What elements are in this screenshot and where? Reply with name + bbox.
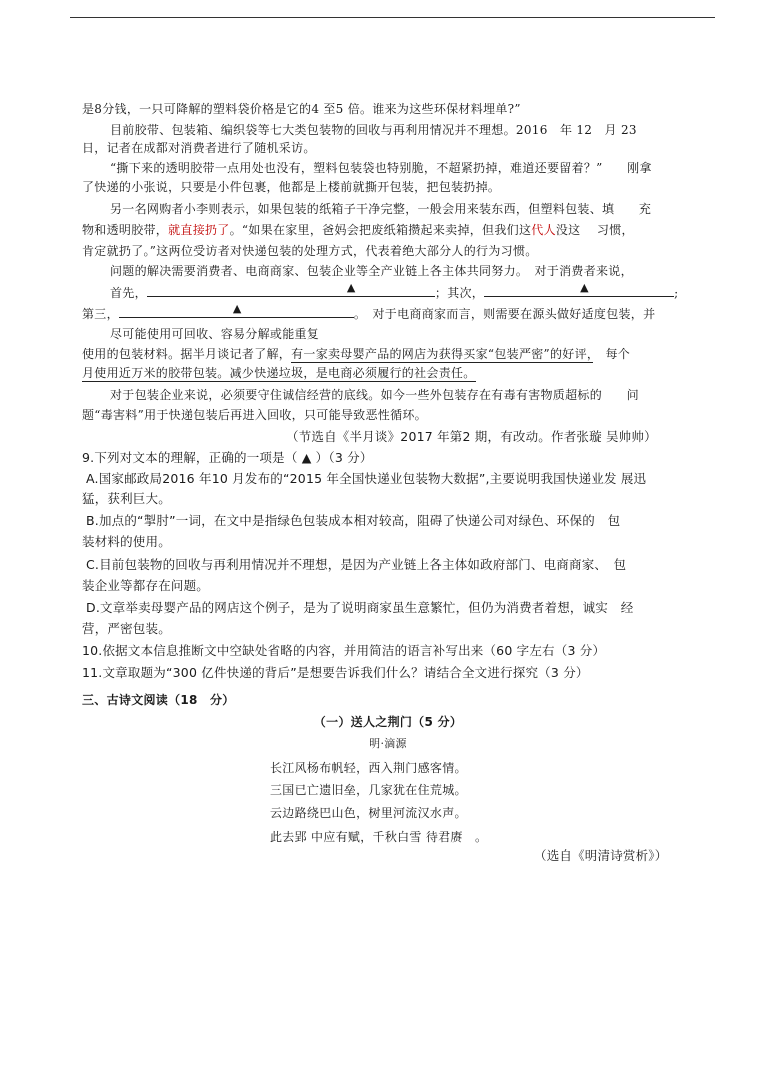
option-a: 猛，获利巨大。: [82, 491, 171, 506]
paragraph-line: “撕下来的透明胶带一点用处也没有，塑料包装袋也特别脆，不超紧扔掉，难道还要留着？” 刚拿: [110, 161, 652, 175]
poem-line: 此去郢 中应有赋，千秋白雪 待君赓 。: [270, 830, 488, 844]
header-rule: [70, 17, 715, 18]
triangle-icon: ▲: [580, 281, 589, 294]
answer-blank[interactable]: [147, 281, 435, 297]
paragraph-line: 了快递的小张说，只要是小件包裹，他都是上楼前就撕开包装，把包装扔掉。: [82, 180, 501, 194]
fill-blank-line: [110, 281, 679, 301]
answer-blank[interactable]: [484, 281, 674, 297]
text-span: 使用的包装材料。据半月谈记者了解，: [82, 347, 292, 361]
paragraph-line: [82, 346, 630, 362]
question-9: 9.下列对文本的理解，正确的一项是（ ▲ ）（3 分）: [82, 450, 373, 465]
option-c: C.目前包装物的回收与再利用情况并不理想，是因为产业链上各主体如政府部门、电商商家、 包: [86, 557, 627, 572]
poem-line: 三国已亡遗旧垒，几家犹在住荒城。: [270, 783, 467, 797]
paragraph-line: 肯定就扔了。”这两位受访者对快递包装的处理方式，代表着绝大部分人的行为习惯。: [82, 244, 538, 258]
section-heading: 三、古诗文阅读（18 分）: [82, 693, 235, 707]
text-span: 第三，: [82, 307, 119, 321]
question-10: 10.依据文本信息推断文中空缺处省略的内容，并用简洁的语言补写出来（60 字左右（3 分）: [82, 643, 606, 658]
paragraph-line: 对于包装企业来说，必须要守住诚信经营的底线。如今一些外包装存在有毒有害物质超标的 问: [110, 388, 639, 402]
highlighted-text: 就直接扔了: [168, 223, 230, 237]
paragraph-line: [82, 365, 476, 381]
option-b: B.加点的“掣肘”一词，在文中是指绿色包装成本相对较高，阻碍了快递公司对绿色、环保的 包: [86, 513, 621, 528]
fill-blank-line: [82, 302, 656, 322]
option-c: 装企业等都存在问题。: [82, 578, 210, 593]
question-11: 11.文章取题为“300 亿件快递的背后”是想要告诉我们什么？请结合全文进行探究（3 分）: [82, 665, 589, 680]
option-a: A.国家邮政局2016 年10 月发布的“2015 年全国快递业包装物大数据”,主要说明我国快递业发 展迅: [86, 471, 647, 486]
text-span: ;: [674, 286, 679, 300]
answer-blank[interactable]: [119, 302, 354, 318]
text-span: 首先，: [110, 286, 147, 300]
triangle-icon: ▲: [232, 302, 242, 315]
paragraph-line: 题“毒害料”用于快递包装后再进入回收，只可能导致恶性循环。: [82, 408, 427, 422]
triangle-icon: ▲: [346, 281, 356, 294]
paragraph-line: [82, 222, 634, 238]
option-b: 装材料的使用。: [82, 534, 171, 549]
text-span: ；其次，: [434, 286, 485, 300]
text-span: 。“如果在家里，爸妈会把废纸箱攒起来卖掉，但我们这: [229, 223, 532, 237]
underlined-text: 有一家卖母婴产品的网店为获得买家“包装严密”的好评，: [291, 347, 594, 361]
paragraph-line: 另一名网购者小李则表示，如果包装的纸箱子干净完整，一般会用来装东西，但塑料包装、填 充: [110, 202, 652, 216]
text-span: 每个: [593, 347, 631, 361]
option-d: 营，严密包装。: [82, 621, 171, 636]
poem-line: 云边路绕巴山色，树里河流汉水声。: [270, 806, 467, 820]
text-span: 。 对于电商商家而言，则需要在源头做好适度包装，并: [353, 307, 656, 321]
poem-source: （选自《明清诗赏析》）: [534, 848, 668, 863]
poem-line: 长江风杨布帆轻，西入荆门感客情。: [270, 761, 467, 775]
paragraph-line: 日，记者在成都对消费者进行了随机采访。: [82, 141, 316, 155]
paragraph-line: 目前胶带、包装箱、编织袋等七大类包装物的回收与再利用情况并不理想。2016 年 12 月 23: [110, 123, 637, 137]
text-span: 没这 习惯，: [555, 223, 634, 237]
article-source: （节选自《半月谈》2017 年第2 期，有改动。作者张璇 吴帅帅）: [286, 429, 657, 444]
paragraph-line: 问题的解决需要消费者、电商商家、包装企业等全产业链上各主体共同努力。 对于消费者来说，: [110, 264, 633, 278]
paragraph-line: 是8分钱，一只可降解的塑料袋价格是它的4 至5 倍。谁来为这些环保材料埋单?”: [82, 102, 521, 116]
option-d: D.文章举卖母婴产品的网店这个例子，是为了说明商家虽生意繁忙，但仍为消费者着想，诚实 经: [86, 600, 634, 615]
paragraph-line: 尽可能使用可回收、容易分解或能重复: [110, 327, 320, 341]
poem-author: 明·滴源: [369, 737, 407, 750]
underlined-text: 月使用近万米的胶带包装。减少快递垃圾，是电商必须履行的社会责任。: [82, 366, 476, 380]
poem-title: （一）送人之荆门（5 分）: [313, 715, 463, 729]
text-span: 物和透明胶带，: [82, 223, 169, 237]
highlighted-text: 代人: [531, 223, 556, 237]
